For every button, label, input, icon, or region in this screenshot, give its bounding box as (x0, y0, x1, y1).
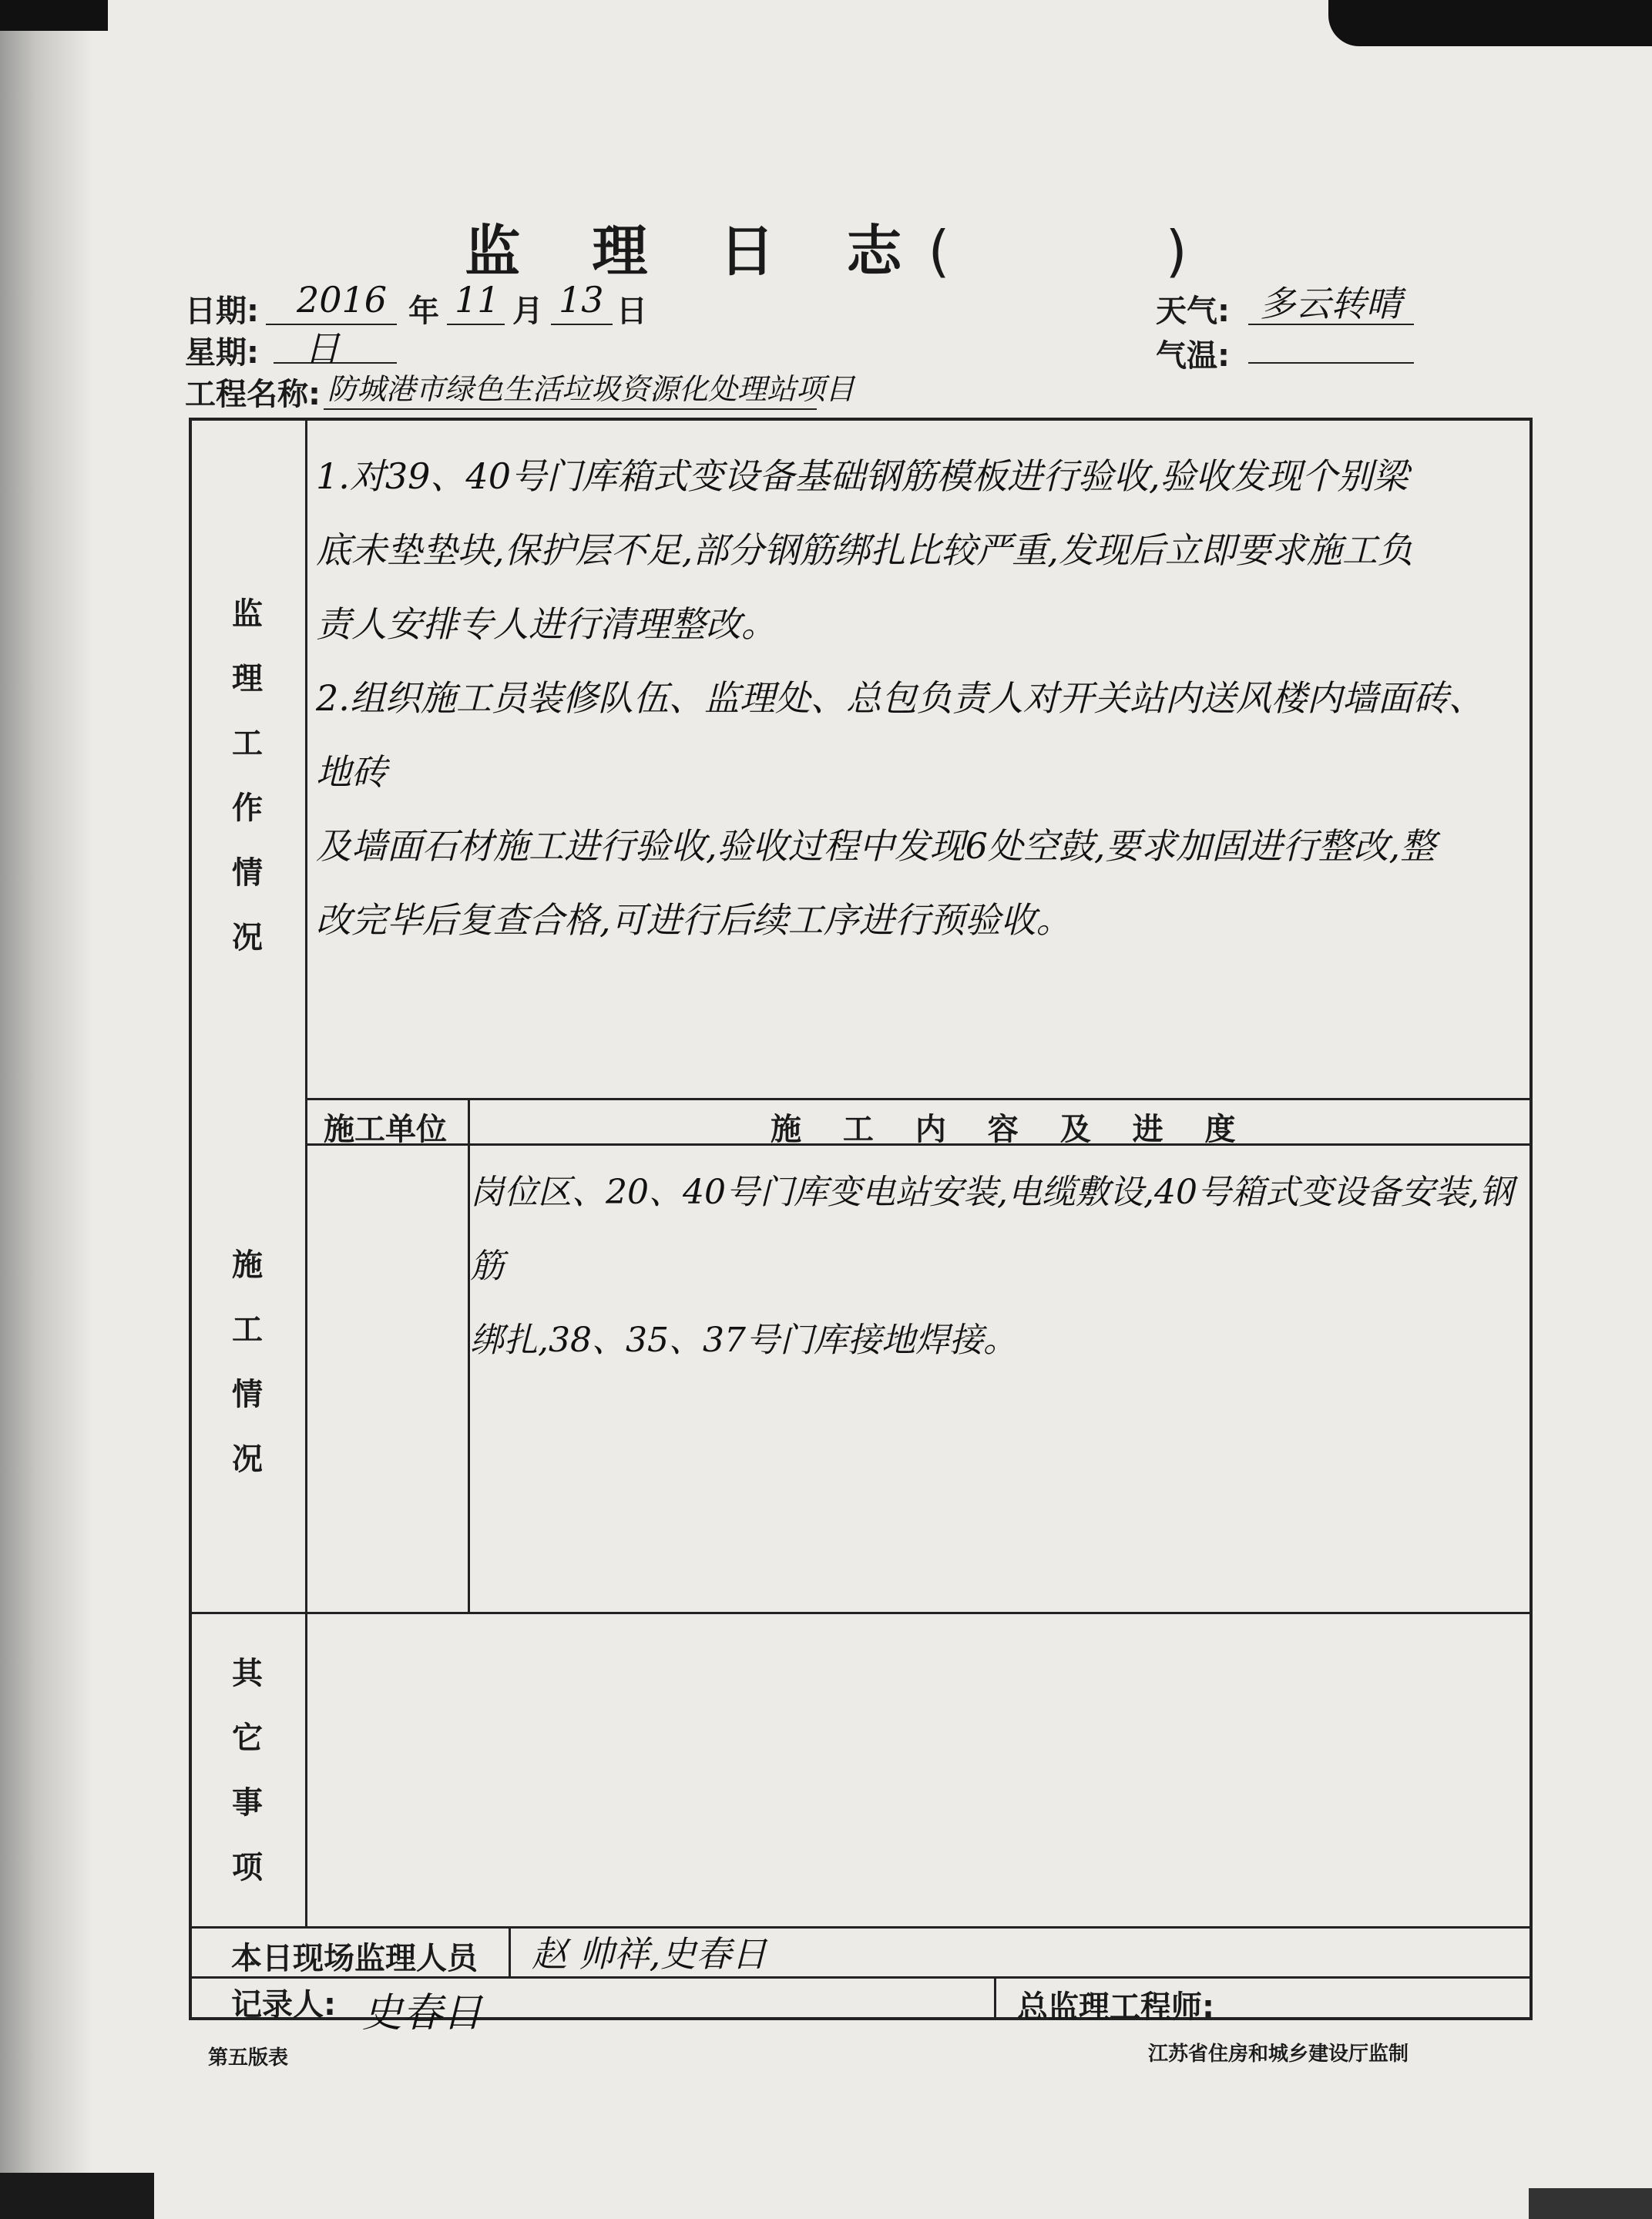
supervision-section-label: 监 理 工 作 情 况 (232, 596, 263, 955)
left-column-divider (305, 418, 307, 1928)
other-section-label: 其 它 事 项 (232, 1656, 263, 1885)
supervision-line: 底未垫垫块,保护层不足,部分钢筋绑扎比较严重,发现后立即要求施工负 (316, 529, 1413, 571)
weekday-label: 星期: (185, 335, 259, 371)
chief-engineer-label: 总监理工程师: (1017, 1989, 1214, 2025)
recorder-label: 记录人: (231, 1987, 336, 2023)
progress-line: 岗位区、20、40号门库变电站安装,电缆敷设,40号箱式变设备安装,钢筋 (470, 1173, 1513, 1286)
supervision-line: 改完毕后复查合格,可进行后续工序进行预验收。 (316, 899, 1072, 941)
construction-unit-header: 施工单位 (324, 1112, 447, 1147)
project-label: 工程名称: (185, 377, 321, 412)
title-paren-close: ) (1165, 219, 1187, 284)
construction-section-label: 施 工 情 况 (232, 1247, 263, 1477)
weather-label: 天气: (1156, 294, 1230, 329)
title-text: 监 理 日 志 (465, 219, 928, 284)
footer-issuer: 江苏省住房和城乡建设厅监制 (1148, 2043, 1409, 2066)
month-unit: 月 (512, 294, 543, 329)
day-value: 13 (559, 279, 604, 321)
month-underline (447, 324, 505, 325)
supervision-line: 及墙面石材施工进行验收,验收过程中发现6处空鼓,要求加固进行整改,整 (316, 825, 1436, 867)
construction-progress-header: 施 工 内 容 及 进 度 (771, 1112, 1251, 1147)
row-divider-other (189, 1926, 1533, 1929)
chief-divider (994, 1976, 996, 2020)
day-unit: 日 (616, 294, 647, 329)
title-paren-open: ( (928, 219, 950, 284)
supervision-work-text (316, 439, 1518, 957)
temperature-underline (1248, 362, 1414, 364)
scan-corner-top-right (1328, 0, 1652, 46)
staff-names: 赵 帅祥,史春日 (532, 1933, 767, 1975)
month-value: 11 (455, 279, 500, 321)
supervision-line: 2.组织施工员装修队伍、监理处、总包负责人对开关站内送风楼内墙面砖、地砖 (316, 677, 1484, 793)
recorder-signature: 史春日 (362, 1990, 483, 2036)
year-unit: 年 (408, 294, 439, 329)
staff-label-divider (509, 1926, 511, 1977)
year-value: 2016 (297, 279, 388, 321)
project-name: 防城港市绿色生活垃圾资源化处理站项目 (327, 372, 855, 406)
date-label: 日期: (185, 294, 259, 329)
project-underline (324, 408, 817, 410)
footer-version: 第五版表 (208, 2046, 289, 2070)
weather-value: 多云转晴 (1260, 283, 1402, 324)
row-divider-supervision (305, 1098, 1533, 1100)
supervision-line: 责人安排专人进行清理整改。 (316, 603, 777, 645)
progress-line: 绑扎,38、35、37号门库接地焊接。 (470, 1321, 1017, 1360)
construction-progress-text (470, 1156, 1518, 1378)
page-title (0, 206, 1652, 287)
scan-corner-bottom-left (0, 2173, 154, 2219)
temperature-label: 气温: (1156, 338, 1230, 374)
row-divider-construction (189, 1612, 1533, 1614)
scan-corner-bottom-right (1529, 2188, 1652, 2219)
staff-label: 本日现场监理人员 (231, 1941, 478, 1976)
scan-corner-top-left (0, 0, 108, 31)
supervision-line: 1.对39、40号门库箱式变设备基础钢筋模板进行验收,验收发现个别梁 (316, 455, 1409, 497)
weekday-value: 日 (304, 327, 340, 369)
day-underline (551, 324, 613, 325)
binding-shadow (0, 0, 92, 2219)
